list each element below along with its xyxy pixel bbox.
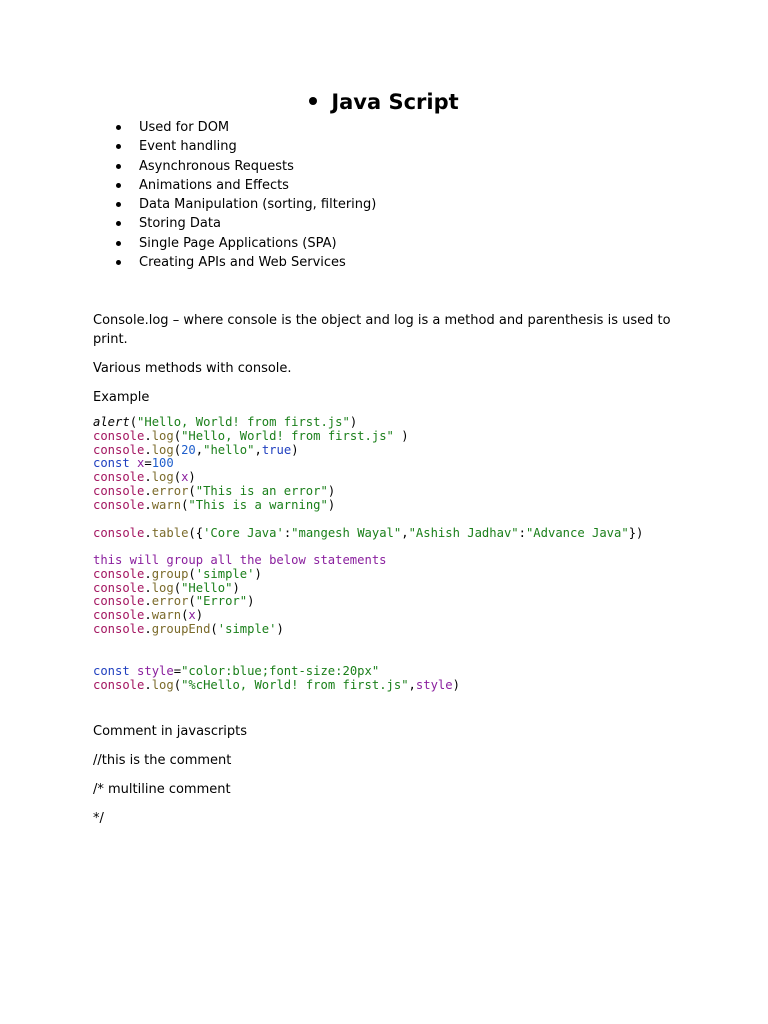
bullet-icon — [309, 97, 317, 105]
code-token: ( — [173, 442, 182, 457]
list-item: Animations and Effects — [118, 176, 376, 195]
code-token: ( — [181, 608, 189, 623]
code-token: ) — [327, 483, 336, 498]
code-line — [93, 582, 387, 596]
code-token: ( — [173, 677, 182, 692]
list-item: Data Manipulation (sorting, filtering) — [118, 195, 376, 214]
code-token: ( — [173, 428, 182, 443]
code-token: . — [144, 608, 152, 623]
code-token: 20 — [181, 442, 196, 457]
code-token: true — [261, 442, 292, 457]
code-line — [93, 554, 387, 568]
code-token: . — [144, 483, 152, 498]
single-line-comment-example: //this is the comment — [93, 753, 232, 768]
multi-line-comment-start: /* multiline comment — [93, 782, 231, 797]
code-token: = — [144, 456, 152, 471]
code-token: ) — [254, 566, 262, 581]
code-token: const — [93, 456, 130, 471]
code-token: ) — [232, 580, 240, 595]
code-token: . — [144, 566, 152, 581]
code-line — [93, 595, 387, 609]
page-title — [0, 88, 768, 116]
code-token: this will group all the below statements — [93, 553, 387, 567]
code-line — [93, 527, 643, 541]
code-token: warn — [151, 497, 182, 512]
code-block-console-group — [93, 554, 387, 637]
code-token: = — [173, 664, 182, 678]
code-token: log — [151, 470, 174, 485]
example-label: Example — [93, 390, 150, 405]
bullet-icon — [116, 260, 121, 265]
code-token: group — [151, 566, 189, 581]
bullet-icon — [116, 202, 121, 207]
code-token: ) — [195, 608, 204, 623]
code-token: log — [151, 677, 174, 692]
code-token: console — [93, 621, 145, 636]
code-token: : — [283, 526, 292, 540]
code-token: groupEnd — [151, 621, 211, 636]
code-token: "hello" — [203, 442, 255, 457]
code-token: log — [151, 442, 174, 457]
code-token: . — [144, 677, 152, 692]
list-item: Single Page Applications (SPA) — [118, 234, 376, 253]
bullet-icon — [116, 144, 121, 149]
list-item: Event handling — [118, 137, 376, 156]
bullet-icon — [116, 221, 121, 226]
bullet-icon — [116, 164, 121, 169]
code-token: console — [93, 442, 145, 457]
code-token: . — [144, 594, 152, 609]
list-item: Asynchronous Requests — [118, 157, 376, 176]
code-token: style — [137, 664, 174, 678]
code-token: log — [151, 428, 174, 443]
code-token: console — [93, 608, 145, 623]
code-token: x — [181, 470, 189, 485]
code-token: alert — [93, 415, 130, 429]
code-token: 'simple' — [217, 621, 277, 636]
code-token: . — [144, 428, 152, 443]
code-block-console-table — [93, 527, 643, 541]
code-token: "Error" — [195, 594, 248, 609]
code-token: ) — [247, 594, 255, 609]
list-item: Used for DOM — [118, 118, 376, 137]
code-token: , — [408, 677, 416, 692]
code-token: , — [195, 442, 204, 457]
code-token: ( — [210, 621, 218, 636]
code-block-console-basics — [93, 416, 409, 513]
code-token: ( — [188, 483, 196, 498]
code-line — [93, 416, 409, 430]
code-token: "mangesh Wayal" — [291, 526, 402, 540]
code-token: warn — [151, 608, 182, 623]
code-token: error — [151, 483, 189, 498]
code-token: console — [93, 526, 145, 540]
code-token: . — [144, 526, 152, 540]
code-token: . — [144, 442, 152, 457]
javascript-uses-list — [118, 118, 376, 272]
comment-heading: Comment in javascripts — [93, 724, 248, 739]
code-token: "Hello, World! from first.js" — [137, 415, 350, 429]
code-token: ) — [188, 470, 196, 485]
code-line — [93, 471, 409, 485]
page-title-text: Java Script — [331, 90, 459, 114]
code-token: , — [401, 526, 409, 540]
code-token: console — [93, 428, 145, 443]
code-token: ( — [173, 580, 182, 595]
code-line — [93, 444, 409, 458]
code-token: x — [188, 608, 196, 623]
multi-line-comment-end: */ — [93, 811, 104, 826]
code-token: console — [93, 483, 145, 498]
code-token: ) — [349, 415, 358, 429]
code-token: ) — [327, 497, 336, 512]
code-token: "%cHello, World! from first.js" — [181, 677, 409, 692]
list-item: Creating APIs and Web Services — [118, 253, 376, 272]
code-line — [93, 609, 387, 623]
code-token — [130, 456, 137, 470]
code-token: ) — [291, 442, 299, 457]
code-token: console — [93, 497, 145, 512]
code-token: }) — [628, 526, 644, 540]
code-token: : — [518, 526, 526, 540]
code-token: ( — [181, 497, 189, 512]
code-token: ( — [129, 415, 138, 429]
code-token: . — [144, 497, 152, 512]
code-token: ( — [188, 566, 196, 581]
code-token: style — [415, 677, 453, 692]
code-token: ( — [173, 470, 182, 485]
code-line — [93, 499, 409, 513]
code-token: . — [144, 470, 152, 485]
code-line — [93, 485, 409, 499]
code-line — [93, 665, 460, 679]
code-line — [93, 457, 409, 471]
code-token: "Hello" — [181, 580, 233, 595]
code-token: "Hello, World! from first.js" — [181, 428, 394, 443]
code-token: log — [151, 580, 174, 595]
code-token: , — [254, 442, 262, 457]
code-token: ) — [452, 677, 460, 692]
code-token: console — [93, 677, 145, 692]
code-token: console — [93, 594, 145, 609]
code-token: 'Core Java' — [203, 526, 284, 540]
bullet-icon — [116, 183, 121, 188]
code-line — [93, 679, 460, 693]
code-token: "Ashish Jadhav" — [408, 526, 519, 540]
code-token: table — [151, 526, 189, 540]
code-token: console — [93, 566, 145, 581]
code-token: "Advance Java" — [525, 526, 629, 540]
code-token: "This is a warning" — [188, 497, 328, 512]
code-token: const — [93, 664, 130, 678]
code-token: ) — [276, 621, 284, 636]
code-token: ( — [188, 594, 196, 609]
code-token: . — [144, 621, 152, 636]
code-token: . — [144, 580, 152, 595]
code-token: ) — [393, 428, 409, 443]
code-token: "This is an error" — [195, 483, 328, 498]
code-token: console — [93, 470, 145, 485]
code-line — [93, 568, 387, 582]
code-token: ({ — [188, 526, 204, 540]
code-token — [130, 664, 137, 678]
code-line — [93, 623, 387, 637]
bullet-icon — [116, 241, 121, 246]
console-description: Console.log – where console is the object and log is a method and parenthesis is used to print. — [93, 313, 671, 347]
code-token: error — [151, 594, 189, 609]
code-token: 'simple' — [195, 566, 255, 581]
code-token: x — [137, 456, 145, 471]
code-line — [93, 430, 409, 444]
bullet-icon — [116, 125, 121, 130]
various-methods-text: Various methods with console. — [93, 361, 292, 376]
list-item: Storing Data — [118, 214, 376, 233]
code-token: "color:blue;font-size:20px" — [181, 664, 380, 678]
code-block-console-style — [93, 665, 460, 693]
code-token: console — [93, 580, 145, 595]
code-token: 100 — [151, 456, 174, 471]
